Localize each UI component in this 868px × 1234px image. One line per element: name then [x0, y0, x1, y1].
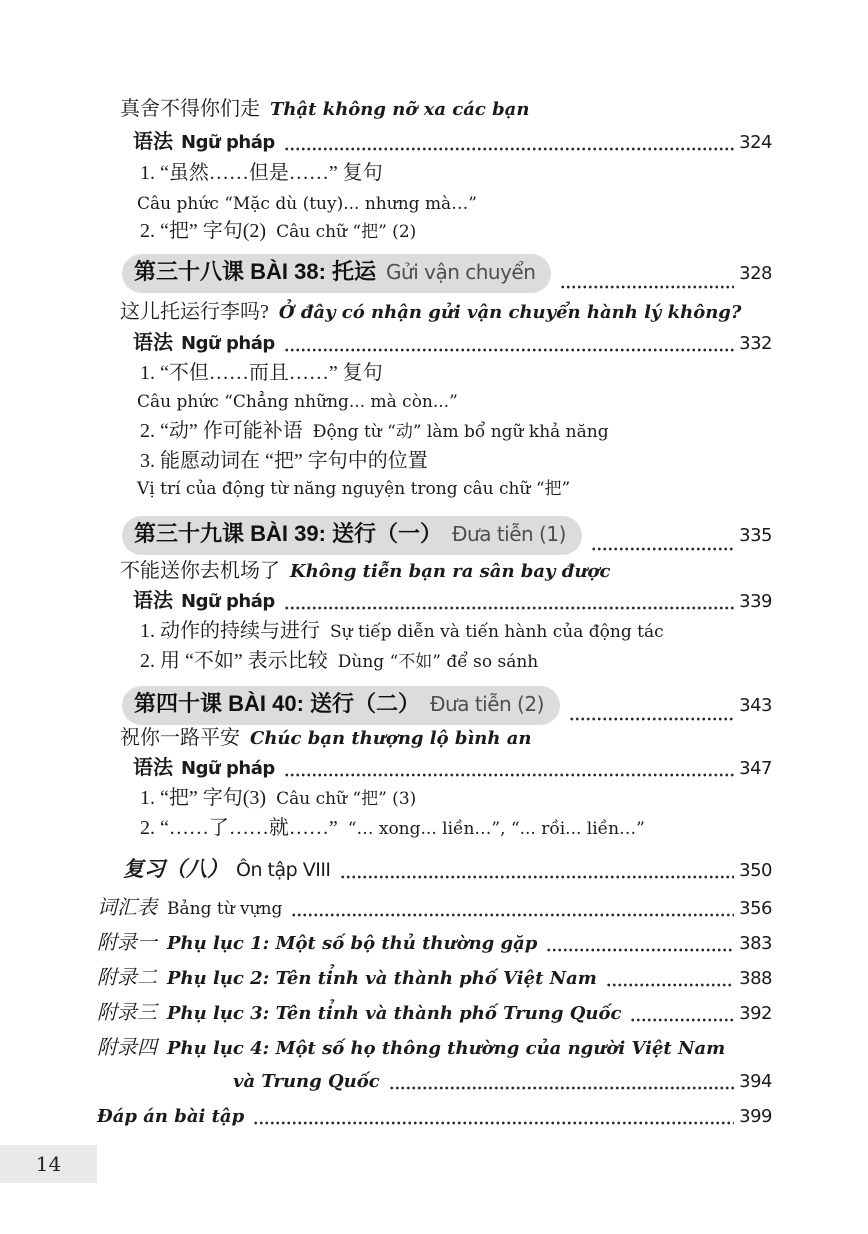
dotted-leader: [284, 347, 734, 353]
vietnamese-text: Phụ lục 3: Tên tỉnh và thành phố Trung Quốc: [167, 1003, 622, 1024]
lesson-pill: [122, 516, 582, 555]
vietnamese-text: Phụ lục 2: Tên tỉnh và thành phố Việt Nam: [167, 968, 597, 989]
vietnamese-text: Dùng “不如” để so sánh: [337, 652, 539, 672]
chinese-text: 词汇表: [97, 897, 157, 919]
dotted-leader: [284, 605, 734, 611]
chinese-text: 语法: [133, 757, 173, 779]
toc-entry: [120, 97, 529, 122]
lesson-pill: [122, 254, 551, 293]
toc-entry-lesson: [122, 516, 772, 555]
vietnamese-text: Ngữ pháp: [181, 758, 275, 779]
toc-entry-lesson: [122, 254, 772, 293]
chinese-text: 复习（八）: [123, 857, 228, 881]
toc-entry: [140, 449, 428, 474]
page-number: 394: [739, 1071, 772, 1092]
chinese-text: 语法: [133, 332, 173, 354]
toc-entry: [123, 856, 772, 883]
toc-entry: [140, 786, 416, 811]
vietnamese-text: Câu chữ “把” (3): [276, 789, 417, 809]
vietnamese-text: Câu phức “Chẳng những... mà còn...”: [137, 392, 458, 412]
toc-entry: [133, 130, 772, 155]
toc-entry: [137, 392, 458, 413]
dotted-leader: [253, 1120, 734, 1126]
page-number: 356: [739, 898, 772, 919]
toc-entry: [97, 896, 772, 921]
toc-entry: [137, 194, 477, 215]
page-number: 343: [739, 695, 772, 716]
page-number: 399: [739, 1106, 772, 1127]
dotted-leader: [546, 947, 734, 953]
toc-entry: [140, 816, 645, 841]
vietnamese-text: Sự tiếp diễn và tiến hành của động tác: [330, 622, 664, 642]
page-number: 335: [739, 525, 772, 546]
vietnamese-text: Câu chữ “把” (2): [276, 222, 417, 242]
page-number: 339: [739, 591, 772, 612]
toc-entry: [120, 726, 532, 751]
vietnamese-text: Câu phức “Mặc dù (tuy)... nhưng mà…”: [137, 194, 477, 214]
page-number: 350: [739, 860, 772, 881]
toc-entry: [97, 931, 772, 956]
chinese-text: 真舍不得你们走: [120, 98, 260, 120]
vietnamese-text: Ngữ pháp: [181, 333, 275, 354]
chinese-text: 语法: [133, 131, 173, 153]
page-number: 328: [739, 263, 772, 284]
toc-entry: [140, 161, 383, 186]
dotted-leader: [284, 146, 734, 152]
toc-entry: [140, 649, 538, 674]
dotted-leader: [291, 912, 734, 918]
vietnamese-text: Thật không nỡ xa các bạn: [270, 99, 530, 120]
dotted-leader: [606, 982, 734, 988]
lesson-title-vietnamese: Đưa tiễn (2): [430, 692, 544, 716]
footer-page-number-box: [0, 1145, 97, 1183]
page-number: 383: [739, 933, 772, 954]
dotted-leader: [591, 546, 734, 552]
chinese-text: 2. “动” 作可能补语: [140, 420, 303, 442]
chinese-text: 2. “把” 字句(2): [140, 220, 267, 242]
footer-page-number: 14: [35, 1152, 62, 1176]
dotted-leader: [340, 874, 735, 880]
dotted-leader: [284, 772, 734, 778]
vietnamese-text: Ở đây có nhận gửi vận chuyển hành lý không?: [278, 302, 742, 323]
toc-entry: [140, 361, 383, 386]
toc-entry: [140, 619, 664, 644]
page-number: 347: [739, 758, 772, 779]
vietnamese-text: Vị trí của động từ năng nguyện trong câu chữ “把”: [137, 479, 571, 499]
vietnamese-text: và Trung Quốc: [233, 1071, 380, 1092]
vietnamese-text: Ngữ pháp: [181, 132, 275, 153]
page-number: 324: [739, 132, 772, 153]
chinese-text: 这儿托运行李吗?: [120, 301, 269, 323]
chinese-text: 附录四: [97, 1037, 157, 1059]
chinese-text: 3. 能愿动词在 “把” 字句中的位置: [140, 450, 428, 472]
lesson-pill: [122, 686, 560, 725]
toc-entry: [140, 219, 416, 244]
vietnamese-text: Phụ lục 4: Một số họ thông thường của người Việt Nam: [167, 1038, 726, 1059]
lesson-title: 第三十八课 BÀI 38: 托运: [134, 259, 377, 284]
lesson-title-vietnamese: Đưa tiễn (1): [452, 522, 566, 546]
vietnamese-text: “… xong... liền…”, “... rồi... liền…”: [347, 819, 645, 839]
toc-entry: [140, 419, 609, 444]
toc-entry: [233, 1071, 772, 1094]
toc-entry: [133, 589, 772, 614]
toc-entry: [133, 331, 772, 356]
chinese-text: 2. “……了……就……”: [140, 817, 338, 839]
vietnamese-text: Đáp án bài tập: [97, 1106, 245, 1127]
toc-entry-lesson: [122, 686, 772, 725]
toc-entry: [120, 300, 741, 325]
chinese-text: 1. “把” 字句(3): [140, 787, 267, 809]
dotted-leader: [630, 1017, 734, 1023]
chinese-text: 1. 动作的持续与进行: [140, 620, 320, 642]
toc-entry: [133, 756, 772, 781]
toc-entry: [137, 479, 570, 500]
page-number: 332: [739, 333, 772, 354]
vietnamese-text: Bảng từ vựng: [167, 899, 283, 919]
toc-entry: [120, 559, 610, 584]
chinese-text: 1. “不但……而且……” 复句: [140, 362, 383, 384]
vietnamese-text: Phụ lục 1: Một số bộ thủ thường gặp: [167, 933, 538, 954]
page-number: 388: [739, 968, 772, 989]
vietnamese-text: Ngữ pháp: [181, 591, 275, 612]
vietnamese-text: Chúc bạn thượng lộ bình an: [250, 728, 532, 749]
chinese-text: 2. 用 “不如” 表示比较: [140, 650, 328, 672]
chinese-text: 附录二: [97, 967, 157, 989]
dotted-leader: [569, 716, 734, 722]
toc-entry: [97, 1036, 725, 1061]
chinese-text: 1. “虽然……但是……” 复句: [140, 162, 383, 184]
toc-entry: [97, 966, 772, 991]
vietnamese-text: Ôn tập VIII: [236, 859, 331, 881]
vietnamese-text: Không tiễn bạn ra sân bay được: [290, 561, 611, 582]
vietnamese-text: Động từ “动” làm bổ ngữ khả năng: [312, 422, 609, 442]
dotted-leader: [389, 1085, 734, 1091]
chinese-text: 语法: [133, 590, 173, 612]
dotted-leader: [560, 284, 734, 290]
toc-entry: [97, 1106, 772, 1129]
chinese-text: 祝你一路平安: [120, 727, 240, 749]
chinese-text: 不能送你去机场了: [120, 560, 280, 582]
chinese-text: 附录一: [97, 932, 157, 954]
lesson-title-vietnamese: Gửi vận chuyển: [386, 260, 536, 284]
lesson-title: 第三十九课 BÀI 39: 送行（一）: [134, 521, 443, 546]
chinese-text: 附录三: [97, 1002, 157, 1024]
toc-entry: [97, 1001, 772, 1026]
lesson-title: 第四十课 BÀI 40: 送行（二）: [134, 691, 421, 716]
page-number: 392: [739, 1003, 772, 1024]
